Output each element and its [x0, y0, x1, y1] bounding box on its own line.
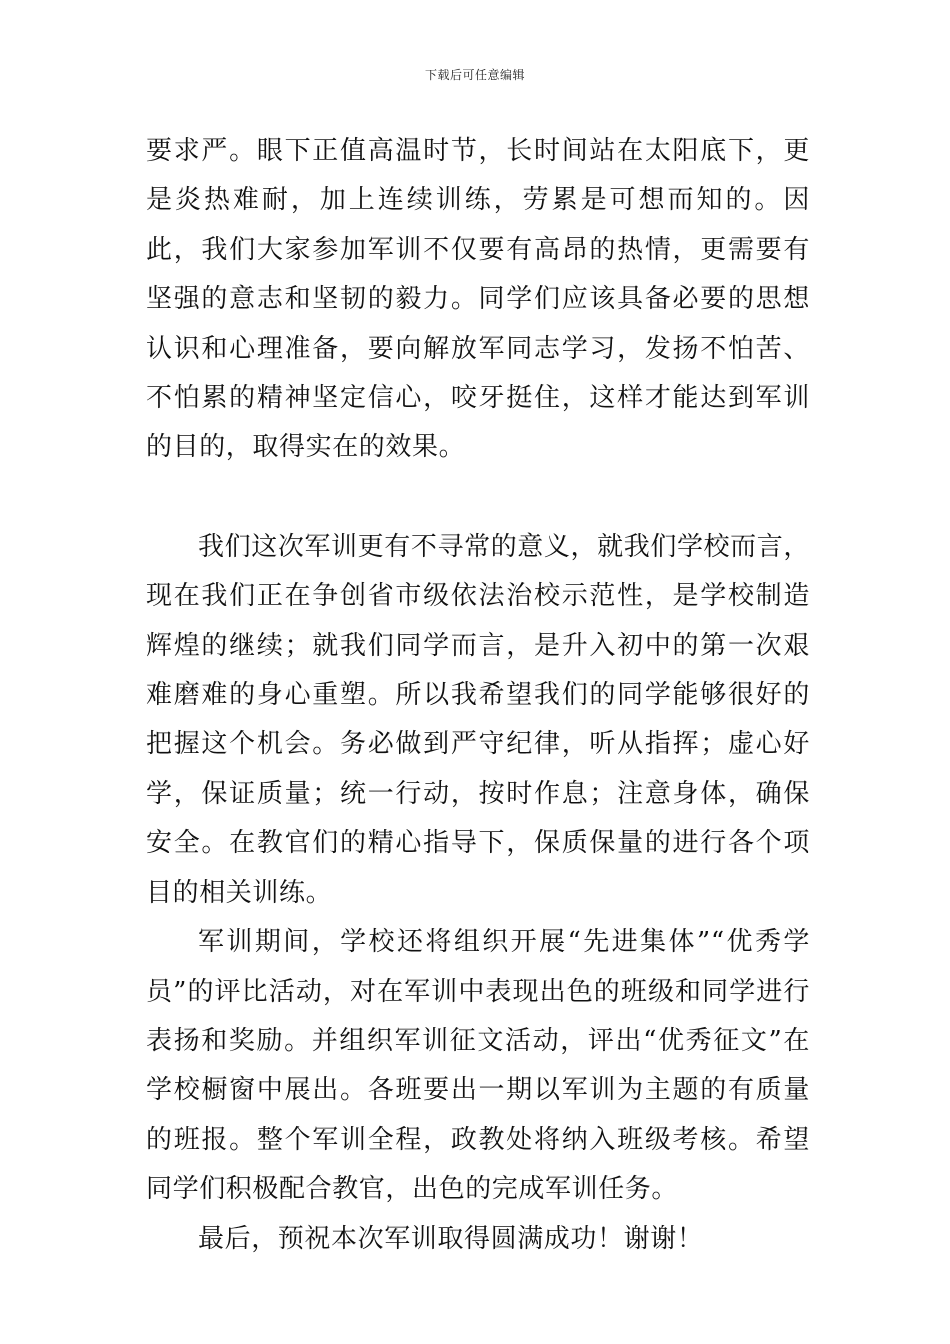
header-note: 下载后可任意编辑	[424, 68, 525, 82]
paragraph-3: 军训期间，学校还将组织开展“先进集体”“优秀学员”的评比活动，对在军训中表现出色的班级和同学进行表扬和奖励。并组织军训征文活动，评出“优秀征文”在学校橱窗中展出。各班要出一期以军训为主题的有质量的班报。整个军训全程，政教处将纳入班级考核。希望同学们积极配合教官，出色的完成军训任务。	[146, 927, 810, 1205]
paragraph-4: 最后，预祝本次军训取得圆满成功！谢谢！	[198, 1223, 704, 1254]
document-body	[146, 127, 810, 1264]
paragraph-1: 要求严。眼下正值高温时节，长时间站在太阳底下，更是炎热难耐，加上连续训练，劳累是可想而知的。因此，我们大家参加军训不仅要有高昂的热情，更需要有坚强的意志和坚韧的毅力。同学们应该具备必要的思想认识和心理准备，要向解放军同志学习，发扬不怕苦、不怕累的精神坚定信心，咬牙挺住，这样才能达到军训的目的，取得实在的效果。	[146, 136, 810, 463]
paragraph-gap	[146, 473, 810, 523]
paragraph-2: 我们这次军训更有不寻常的意义，就我们学校而言，现在我们正在争创省市级依法治校示范性，是学校制造辉煌的继续；就我们同学而言，是升入初中的第一次艰难磨难的身心重塑。所以我希望我们的同学能够很好的把握这个机会。务必做到严守纪律，听从指挥；虚心好学，保证质量；统一行动，按时作息；注意身体，确保安全。在教官们的精心指导下，保质保量的进行各个项目的相关训练。	[146, 531, 810, 908]
